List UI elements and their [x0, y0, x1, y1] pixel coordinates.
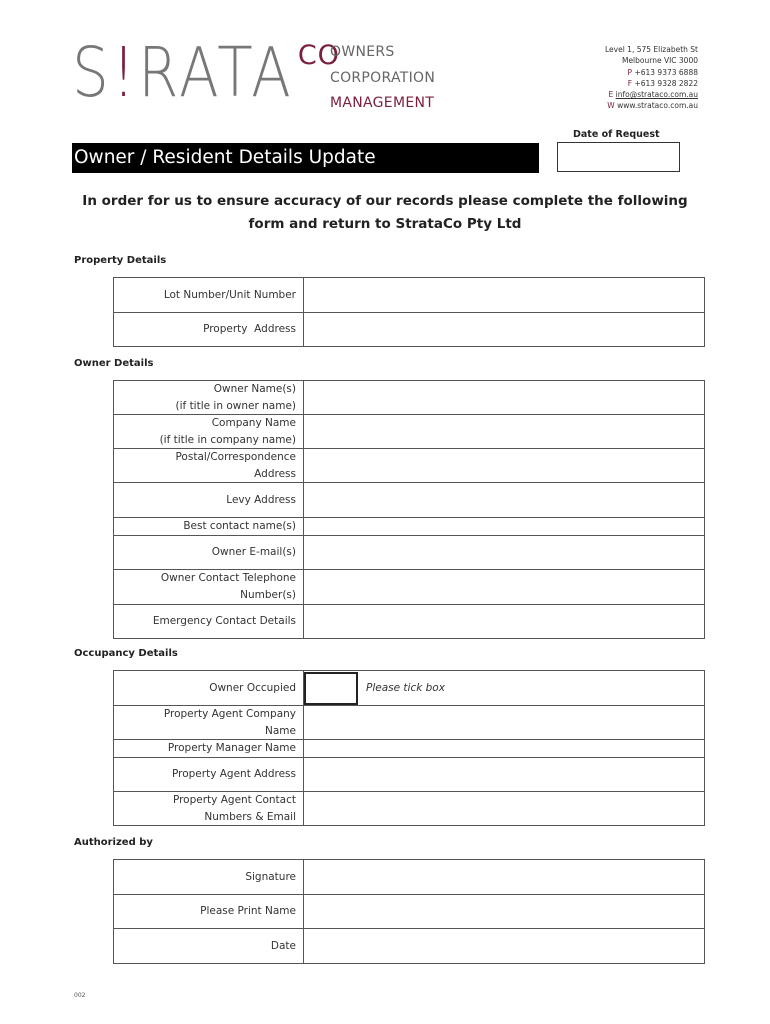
agent-company-label: Property Agent Company Name	[114, 706, 304, 740]
form-row	[114, 483, 705, 518]
form-row	[114, 604, 705, 638]
emergency-contact-field[interactable]	[304, 604, 705, 638]
form-row	[114, 569, 705, 604]
property-address-field[interactable]	[304, 313, 705, 347]
agent-address-field[interactable]	[304, 758, 705, 792]
tagline-owners: OWNERS	[330, 44, 395, 60]
owner-occupied-cell	[304, 671, 705, 706]
date-field[interactable]	[304, 929, 705, 964]
owner-names-label: Owner Name(s) (if title in owner name)	[114, 381, 304, 415]
property-manager-label: Property Manager Name	[114, 740, 304, 758]
intro-text: In order for us to ensure accuracy of our records please complete the following form and return to StrataCo Pty Ltd	[82, 193, 688, 232]
emergency-contact-label: Emergency Contact Details	[114, 604, 304, 638]
form-row	[114, 535, 705, 569]
contact-web: W www.strataco.com.au	[607, 101, 698, 111]
occupancy-details-heading: Occupancy Details	[74, 648, 178, 659]
owner-details-heading: Owner Details	[74, 358, 154, 369]
form-row	[114, 381, 705, 415]
form-row	[114, 415, 705, 449]
tagline-corporation: CORPORATION	[330, 69, 436, 86]
logo-wordmark: S!RATA	[72, 32, 294, 113]
lot-number-label: Lot Number/Unit Number	[114, 278, 304, 313]
signature-field[interactable]	[304, 860, 705, 895]
company-name-label: Company Name (if title in company name)	[114, 415, 304, 449]
postal-address-field[interactable]	[304, 449, 705, 483]
owner-email-label: Owner E-mail(s)	[114, 535, 304, 569]
owner-occupied-checkbox[interactable]	[304, 672, 358, 705]
property-details-heading: Property Details	[74, 255, 167, 266]
form-row	[114, 518, 705, 536]
print-name-label: Please Print Name	[114, 895, 304, 929]
form-row	[114, 792, 705, 826]
levy-address-label: Levy Address	[114, 483, 304, 518]
owner-email-field[interactable]	[304, 535, 705, 569]
property-details-table	[113, 277, 705, 347]
owner-phone-label: Owner Contact Telephone Number(s)	[114, 569, 304, 604]
contact-address-line2: Melbourne VIC 3000	[621, 56, 698, 66]
date-label: Date	[114, 929, 304, 964]
print-name-field[interactable]	[304, 895, 705, 929]
form-row	[114, 895, 705, 929]
occupancy-details-table	[113, 670, 705, 826]
contact-fax: F +613 9328 2822	[627, 78, 698, 88]
owner-details-table	[113, 380, 705, 639]
form-row	[114, 740, 705, 758]
date-of-request-field[interactable]	[557, 142, 680, 172]
tick-box-note: Please tick box	[366, 681, 445, 694]
company-name-field[interactable]	[304, 415, 705, 449]
owner-phone-field[interactable]	[304, 569, 705, 604]
contact-phone: P +613 9373 6888	[627, 67, 698, 77]
contact-email[interactable]: E info@strataco.com.au	[608, 90, 698, 100]
form-row	[114, 706, 705, 740]
property-manager-field[interactable]	[304, 740, 705, 758]
form-title: Owner / Resident Details Update	[72, 143, 539, 173]
strataco-logo	[72, 32, 340, 113]
logo-tagline	[330, 40, 435, 117]
form-row	[114, 929, 705, 964]
agent-address-label: Property Agent Address	[114, 758, 304, 792]
form-row	[114, 278, 705, 313]
form-row	[114, 758, 705, 792]
agent-company-field[interactable]	[304, 706, 705, 740]
form-code: 002	[74, 992, 86, 999]
form-row	[114, 860, 705, 895]
logo-co: CO	[297, 40, 340, 71]
date-of-request-label: Date of Request	[573, 129, 660, 140]
lot-number-field[interactable]	[304, 278, 705, 313]
property-address-label: Property Address	[114, 313, 304, 347]
authorized-by-table	[113, 859, 705, 964]
postal-address-label: Postal/Correspondence Address	[114, 449, 304, 483]
owner-names-field[interactable]	[304, 381, 705, 415]
best-contact-field[interactable]	[304, 518, 705, 536]
owner-occupied-label: Owner Occupied	[114, 671, 304, 706]
signature-label: Signature	[114, 860, 304, 895]
form-row	[114, 449, 705, 483]
agent-contact-field[interactable]	[304, 792, 705, 826]
best-contact-label: Best contact name(s)	[114, 518, 304, 536]
authorized-by-heading: Authorized by	[74, 837, 153, 848]
agent-contact-label: Property Agent Contact Numbers & Email	[114, 792, 304, 826]
form-row	[114, 313, 705, 347]
levy-address-field[interactable]	[304, 483, 705, 518]
tagline-management: MANAGEMENT	[330, 95, 435, 111]
contact-block	[605, 44, 698, 112]
form-row	[114, 671, 705, 706]
contact-address-line1: Level 1, 575 Elizabeth St	[604, 45, 698, 54]
